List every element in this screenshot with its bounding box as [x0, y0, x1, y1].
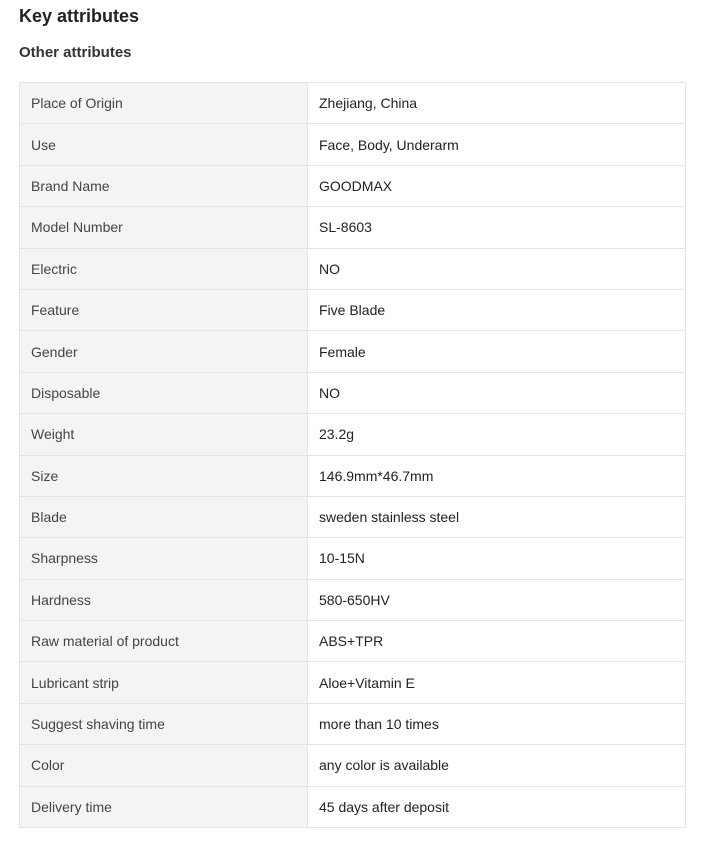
table-row — [20, 786, 686, 827]
attribute-value: 580-650HV — [308, 579, 686, 620]
attribute-name: Model Number — [20, 207, 308, 248]
attribute-value: sweden stainless steel — [308, 496, 686, 537]
attribute-name: Hardness — [20, 579, 308, 620]
attribute-value: Zhejiang, China — [308, 83, 686, 124]
table-row — [20, 289, 686, 330]
table-row — [20, 207, 686, 248]
table-row — [20, 124, 686, 165]
attribute-name: Electric — [20, 248, 308, 289]
attribute-value: GOODMAX — [308, 165, 686, 206]
attribute-name: Color — [20, 745, 308, 786]
attribute-value: ABS+TPR — [308, 621, 686, 662]
attribute-value: 45 days after deposit — [308, 786, 686, 827]
table-row — [20, 621, 686, 662]
attribute-value: SL-8603 — [308, 207, 686, 248]
attribute-value: 23.2g — [308, 414, 686, 455]
attribute-value: 10-15N — [308, 538, 686, 579]
attribute-name: Raw material of product — [20, 621, 308, 662]
attributes-table — [19, 82, 686, 828]
section-subtitle: Other attributes — [19, 44, 132, 61]
attribute-name: Gender — [20, 331, 308, 372]
attribute-name: Sharpness — [20, 538, 308, 579]
attribute-value: Five Blade — [308, 289, 686, 330]
attribute-name: Suggest shaving time — [20, 703, 308, 744]
attribute-name: Brand Name — [20, 165, 308, 206]
section-title: Key attributes — [19, 6, 140, 26]
attribute-value: 146.9mm*46.7mm — [308, 455, 686, 496]
attribute-name: Delivery time — [20, 786, 308, 827]
attribute-value: more than 10 times — [308, 703, 686, 744]
attribute-name: Blade — [20, 496, 308, 537]
table-row — [20, 496, 686, 537]
table-row — [20, 414, 686, 455]
attribute-value: any color is available — [308, 745, 686, 786]
table-row — [20, 662, 686, 703]
attribute-name: Weight — [20, 414, 308, 455]
attribute-value: Face, Body, Underarm — [308, 124, 686, 165]
attribute-value: Aloe+Vitamin E — [308, 662, 686, 703]
table-row — [20, 372, 686, 413]
table-row — [20, 248, 686, 289]
table-row — [20, 579, 686, 620]
table-row — [20, 331, 686, 372]
attribute-name: Use — [20, 124, 308, 165]
table-row — [20, 455, 686, 496]
attribute-value: Female — [308, 331, 686, 372]
attribute-value: NO — [308, 248, 686, 289]
attribute-name: Lubricant strip — [20, 662, 308, 703]
table-row — [20, 538, 686, 579]
table-row — [20, 703, 686, 744]
table-row — [20, 745, 686, 786]
attribute-name: Feature — [20, 289, 308, 330]
attribute-name: Disposable — [20, 372, 308, 413]
table-row — [20, 83, 686, 124]
attribute-value: NO — [308, 372, 686, 413]
attribute-name: Size — [20, 455, 308, 496]
attribute-name: Place of Origin — [20, 83, 308, 124]
table-row — [20, 165, 686, 206]
